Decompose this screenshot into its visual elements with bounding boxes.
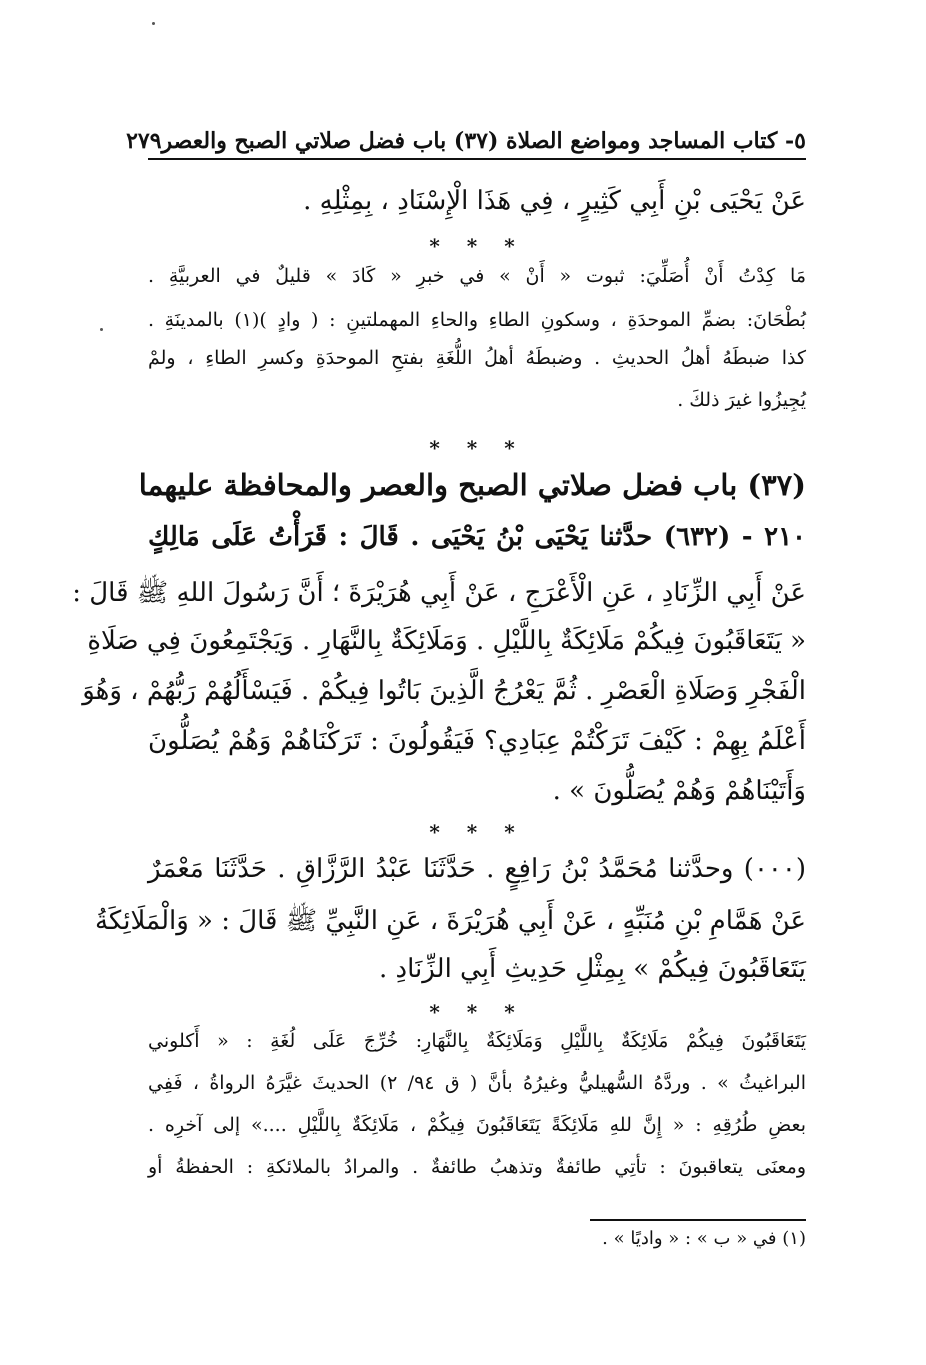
running-header [126,120,806,160]
chapter-heading: (٣٧) باب فضل صلاتي الصبح والعصر والمحافظة عليهما [138,468,806,502]
footnote-rule [590,1219,806,1221]
scan-speck [100,328,103,331]
hadith-line: أَعْلَمُ بِهِمْ : كَيْفَ تَرَكْتُمْ عِبَادِي؟ فَيَقُولُونَ : تَرَكْنَاهُمْ وَهُمْ يُصَلُّونَ [148,726,806,756]
hadith-line: يَتَعَاقَبُونَ فِيكُمْ » بِمِثْلِ حَدِيثِ أَبِي الزِّنَادِ . [379,954,806,984]
hadith-line: الْفَجْرِ وَصَلَاةِ الْعَصْرِ . ثُمَّ يَعْرُجُ الَّذِينَ بَاتُوا فِيكُمْ . فَيَسْأَلُهُمْ رَبُّهُمْ ، وَهُوَ [82,676,806,706]
hadith-line: ٢١٠ - (٦٣٢) حدَّثنا يَحْيَى بْنُ يَحْيَى . قَالَ : قَرَأْتُ عَلَى مَالِكٍ [148,522,807,552]
hadith-line: (٠٠٠) وحدَّثنا مُحَمَّدُ بْنُ رَافِعٍ . حَدَّثَنَا عَبْدُ الرَّزَّاقِ . حَدَّثَنَا مَعْمَرٌ [148,854,806,884]
hadith-line: وَأَتَيْنَاهُمْ وَهُمْ يُصَلُّونَ » . [552,776,806,806]
text-line: عَنْ يَحْيَى بْنِ أَبِي كَثِيرٍ ، فِي هَذَا الْإِسْنَادِ ، بِمِثْلِهِ . [303,186,806,216]
footnote: (١) في « ب » : « واديًا » . [602,1228,806,1249]
hadith-line: عَنْ هَمَّامِ بْنِ مُنَبِّهٍ ، عَنْ أَبِي هُرَيْرَةَ ، عَنِ النَّبِيِّ ﷺ قَالَ : « وَالْمَلَائِكَةُ [94,906,806,936]
commentary-line: يُجِيزُوا غيرَ ذلكَ . [677,389,806,411]
commentary-line: كذا ضبطَهُ أهلُ الحديثِ . وضبطَهُ أهلُ اللُّغَةِ بفتحِ الموحدَةِ وكسرِ الطاءِ ، ولمْ [148,347,806,369]
section-separator: * * * [429,436,525,460]
hadith-line: « يَتَعَاقَبُونَ فِيكُمْ مَلَائِكَةٌ بِاللَّيْلِ . وَمَلَائِكَةٌ بِالنَّهَارِ . وَيَجْتَمِعُونَ فِي صَلَاةِ [87,626,806,656]
commentary-line: مَا كِدْتُ أَنْ أُصَلِّيَ: ثبوت « أَنْ » في خبرِ « كَادَ » قليلٌ في العربيَّةِ . [148,265,806,287]
page-number: ٢٧٩ [126,128,162,154]
scan-speck [152,22,155,25]
section-separator: * * * [429,1000,525,1024]
commentary-line: ومعنَى يتعاقبونَ : تأتِي طائفةٌ وتذهبُ طائفةٌ . والمرادُ بالملائكةِ : الحفظةُ أو [148,1156,806,1178]
hadith-line: عَنْ أَبِي الزِّنَادِ ، عَنِ الْأَعْرَجِ ، عَنْ أَبِي هُرَيْرَةَ ؛ أَنَّ رَسُولَ اللهِ ﷺ قَالَ : [72,578,806,608]
running-header-title: ٥- كتاب المساجد ومواضع الصلاة (٣٧) باب فضل صلاتي الصبح والعصر [161,128,806,154]
commentary-line: بُطْحَانَ: بضمِّ الموحدَةِ ، وسكونِ الطاءِ والحاءِ المهملتينِ : ( وادٍ )(١) بالمدينَةِ . [148,309,806,331]
commentary-line: بعضِ طُرُقِهِ : « إِنَّ للهِ مَلَائِكَةً يَتَعَاقَبُونَ فِيكُمْ ، مَلَائِكَةٌ بِاللَّيْلِ ....» إلى آخرِه . [148,1114,806,1136]
section-separator: * * * [429,234,525,258]
section-separator: * * * [429,820,525,844]
commentary-line: يَتَعَاقَبُونَ فِيكُمْ مَلَائِكَةٌ بِاللَّيْلِ وَمَلَائِكَةٌ بِالنَّهَارِ: خُرِّجَ عَلَى لُغَةِ : « أَكلوني [148,1030,806,1052]
commentary-line: البراغيثُ » . وردَّهُ السُّهيليُّ وغيرُهُ بأنَّ ( ق ٩٤/ ٢) الحديثَ غيَّرَهُ الرواةُ ، فَفِي [148,1072,806,1094]
